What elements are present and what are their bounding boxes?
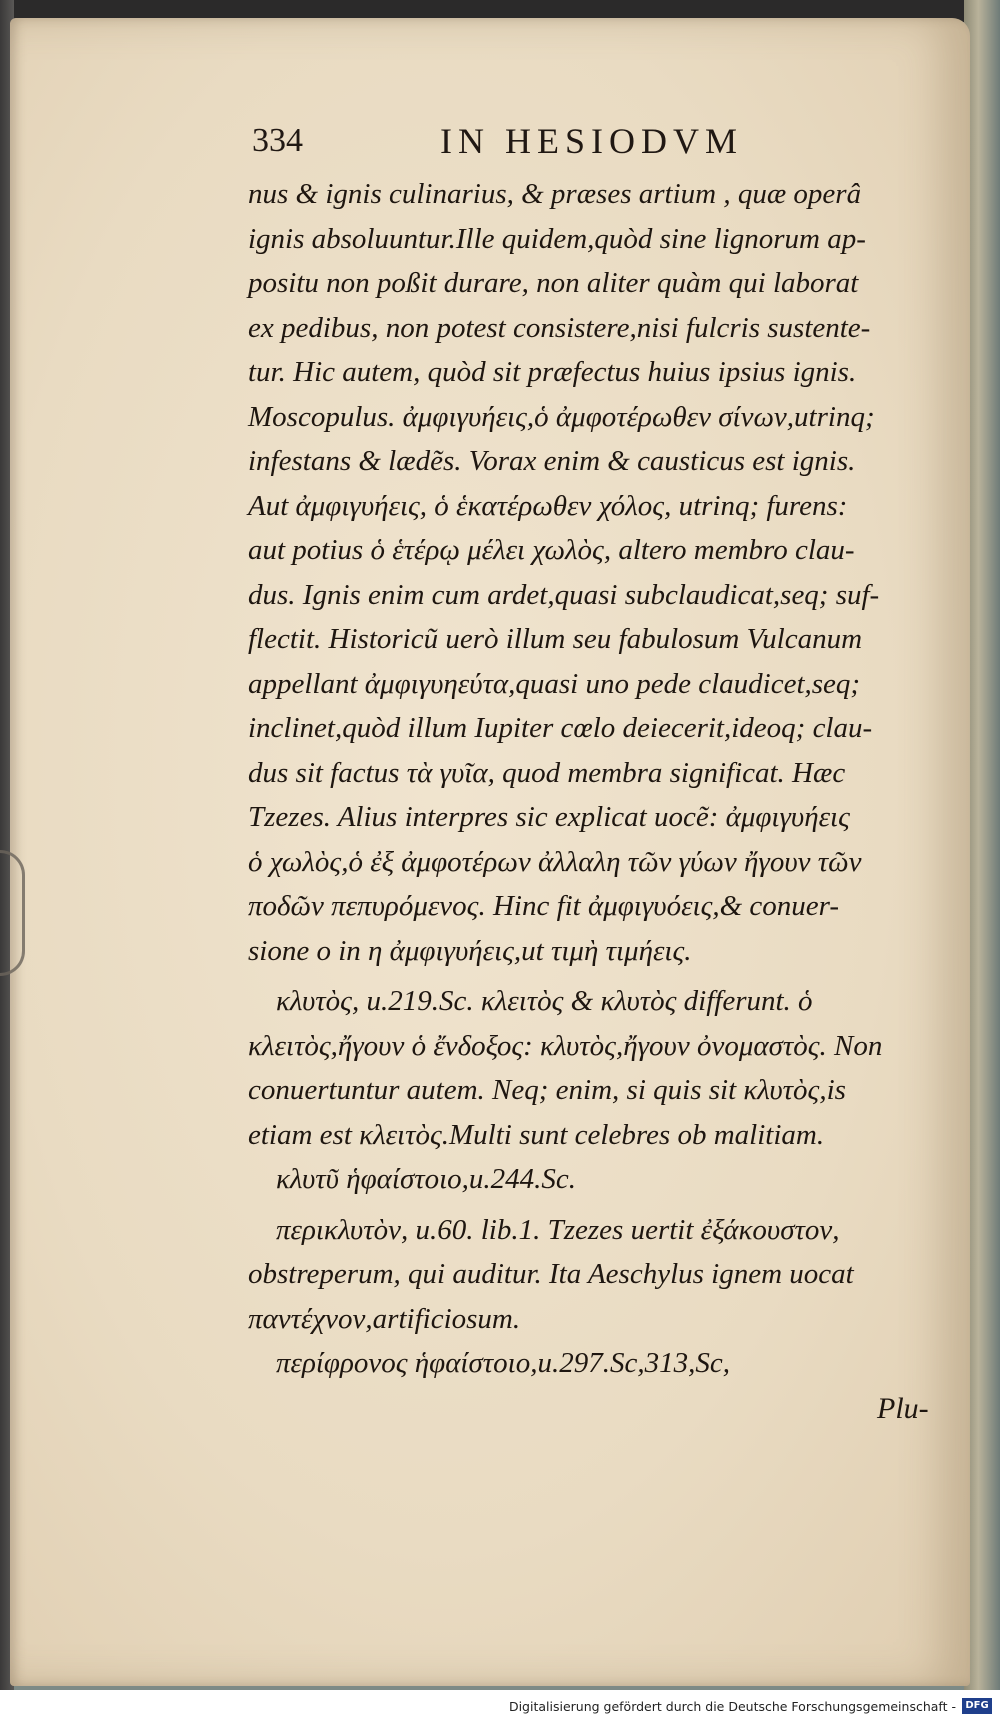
- text-line: etiam est κλειτὸς.Multi sunt celebres ob malitiam.: [248, 1118, 825, 1151]
- text-line: inclinet,quòd illum Iupiter cœlo deiecerit,ideoq; clau-: [248, 712, 873, 744]
- text-line: aut potius ὁ ἑτέρῳ μέλει χωλὸς, altero membro clau-: [248, 534, 855, 566]
- text-line: sione o in η ἀμφιγυήεις,ut τιμὴ τιμήεις.: [248, 934, 692, 967]
- dfg-logo: DFG: [962, 1698, 992, 1714]
- digitization-footer: [0, 1690, 1000, 1724]
- text-line: Aut ἀμφιγυήεις, ὁ ἑκατέρωθεν χόλος, utrinq; furens:: [248, 489, 848, 522]
- text-line: conuertuntur autem. Neq; enim, si quis sit κλυτὸς,is: [248, 1074, 846, 1106]
- text-line: ex pedibus, non potest consistere,nisi fulcris sustente-: [248, 311, 871, 344]
- text-line: dus sit factus τὰ γυῖα, quod membra significat. Hæc: [248, 756, 846, 789]
- page-number: 334: [252, 122, 303, 159]
- footer-credit: Digitalisierung gefördert durch die Deutsche Forschungsgemeinschaft -: [508, 1699, 956, 1714]
- text-line: ὁ χωλὸς,ὁ ἐξ ἀμφοτέρων ἀλλαλη τῶν γύων ἤγουν τῶν: [248, 845, 862, 878]
- text-line: flectit. Historicũ uerò illum seu fabulosum Vulcanum: [248, 623, 863, 655]
- text-line: Tzezes. Alius interpres sic explicat uocẽ: ἀμφιγυήεις: [248, 801, 850, 833]
- text-line: appellant ἀμφιγυηεύτα,quasi uno pede claudicet,seq;: [248, 667, 861, 700]
- text-line: παντέχνον,artificiosum.: [248, 1302, 521, 1335]
- text-line: nus & ignis culinarius, & præses artium , quæ operâ: [248, 178, 862, 210]
- catchword: Plu-: [877, 1392, 929, 1425]
- text-line: κλειτὸς,ἤγουν ὁ ἔνδοξος: κλυτὸς,ἤγουν ὀνομαστὸς. Non: [248, 1029, 883, 1062]
- line-reference: κλυτῦ ἡφαίστοιο,u.244.Sc.: [276, 1163, 577, 1195]
- running-head: IN HESIODVM: [440, 121, 743, 161]
- text-line: positu non poßit durare, non aliter quàm qui laborat: [248, 267, 859, 299]
- text-line: Moscopulus. ἀμφιγυήεις,ὁ ἀμφοτέρωθεν σίνων,utrinq;: [248, 400, 875, 433]
- text-line: dus. Ignis enim cum ardet,quasi subclaudicat,seq; suf-: [248, 578, 880, 611]
- text-line: κλυτὸς, u.219.Sc. κλειτὸς & κλυτὸς differunt. ὁ: [276, 985, 813, 1017]
- page-header: [252, 120, 852, 170]
- text-line: infestans & lædẽs. Vorax enim & causticus est ignis.: [248, 445, 856, 477]
- text-line: ποδῶν πεπυρόμενος. Hinc fit ἀμφιγυόεις,& conuer-: [248, 890, 840, 922]
- body-text: [248, 172, 948, 1386]
- text-line: περικλυτὸν, u.60. lib.1. Tzezes uertit ἐξάκουστον,: [276, 1213, 840, 1246]
- line-reference: περίφρονος ἡφαίστοιο,u.297.Sc,313,Sc,: [276, 1347, 730, 1379]
- binding-clip: [0, 850, 25, 976]
- text-line: ignis absoluuntur.Ille quidem,quòd sine lignorum ap-: [248, 222, 866, 255]
- text-line: obstreperum, qui auditur. Ita Aeschylus ignem uocat: [248, 1258, 854, 1290]
- text-line: tur. Hic autem, quòd sit præfectus huius ipsius ignis.: [248, 356, 857, 388]
